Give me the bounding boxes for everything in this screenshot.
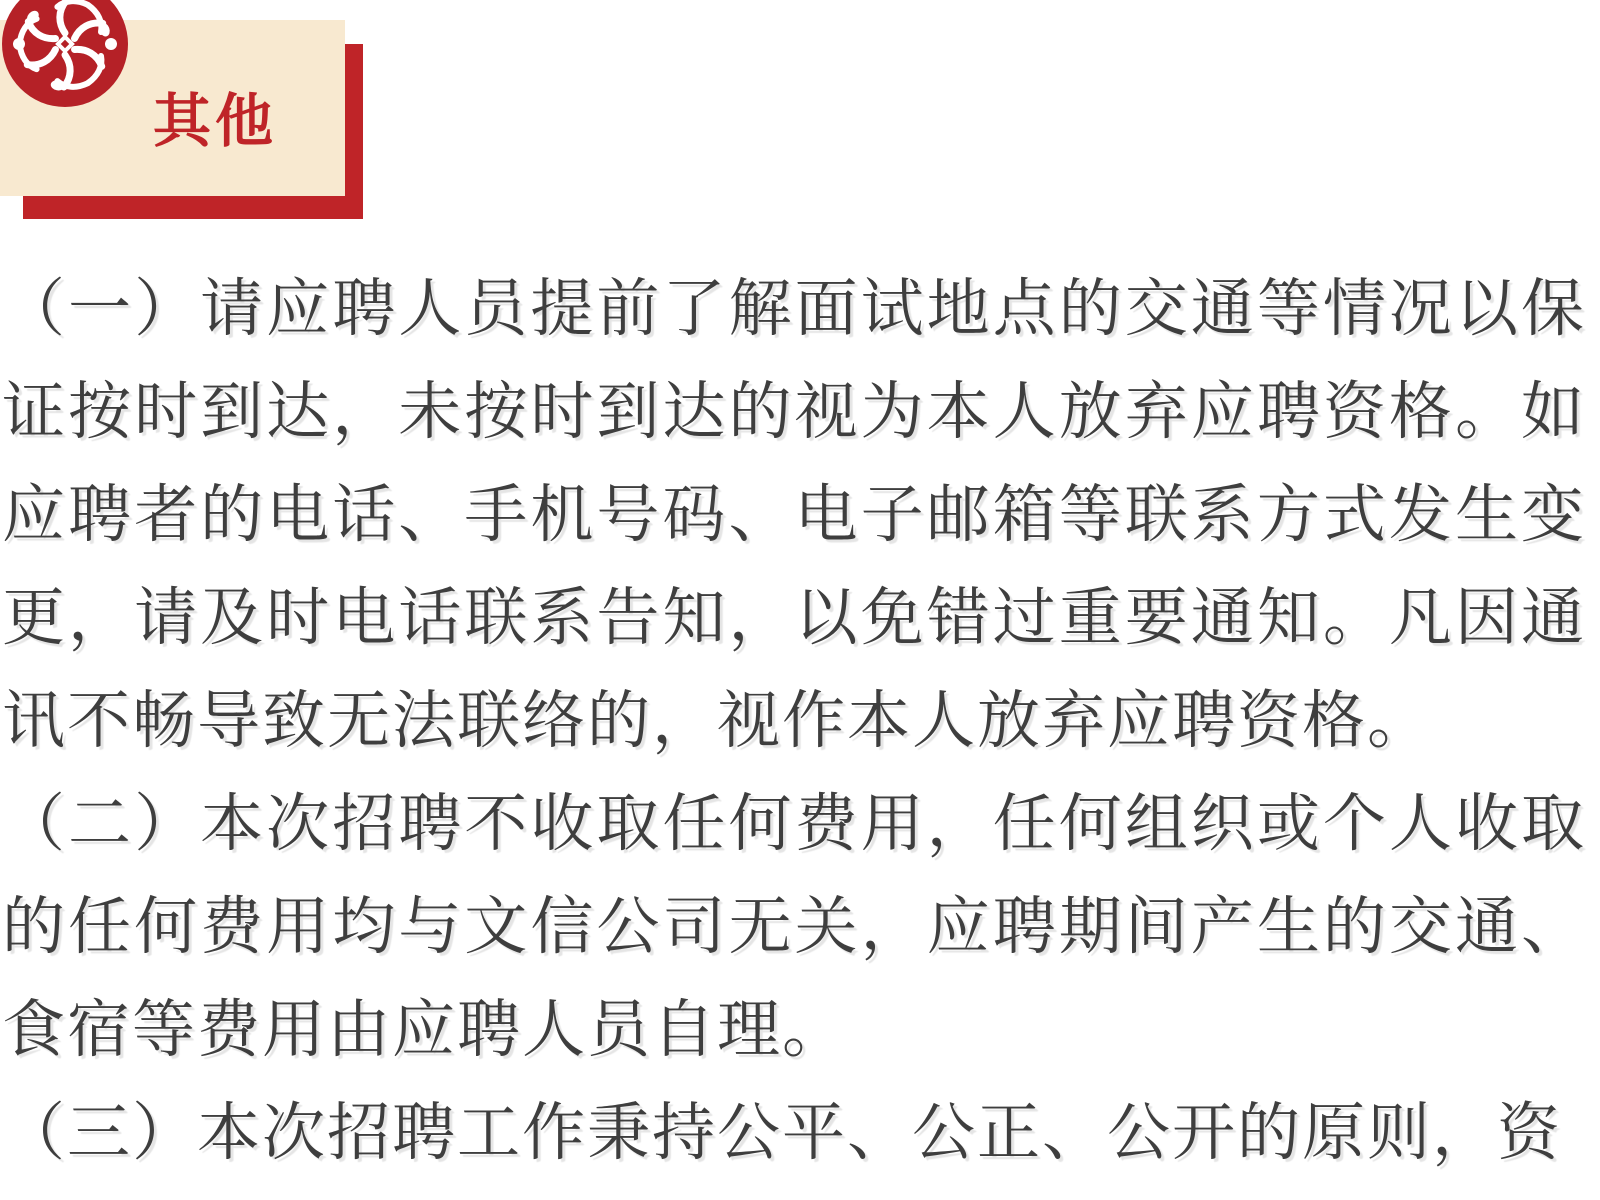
rosette-icon: [2, 0, 128, 107]
paragraph-3: （三）本次招聘工作秉持公平、公正、公开的原则，资: [2, 1098, 1562, 1168]
paragraph-2: （二）本次招聘不收取任何费用，任何组织或个人收取的任何费用均与文信公司无关，应聘期间产生的交通、食宿等费用由应聘人员自理。: [2, 789, 1586, 1065]
notice-body: [0, 258, 1600, 1185]
section-title: 其他: [153, 89, 278, 154]
section-header: [0, 0, 420, 240]
paragraph-1: （一）请应聘人员提前了解面试地点的交通等情况以保证按时到达，未按时到达的视为本人放弃应聘资格。如应聘者的电话、手机号码、电子邮箱等联系方式发生变更，请及时电话联系告知，以免错过重要通知。凡因通讯不畅导致无法联络的，视作本人放弃应聘资格。: [2, 274, 1586, 756]
